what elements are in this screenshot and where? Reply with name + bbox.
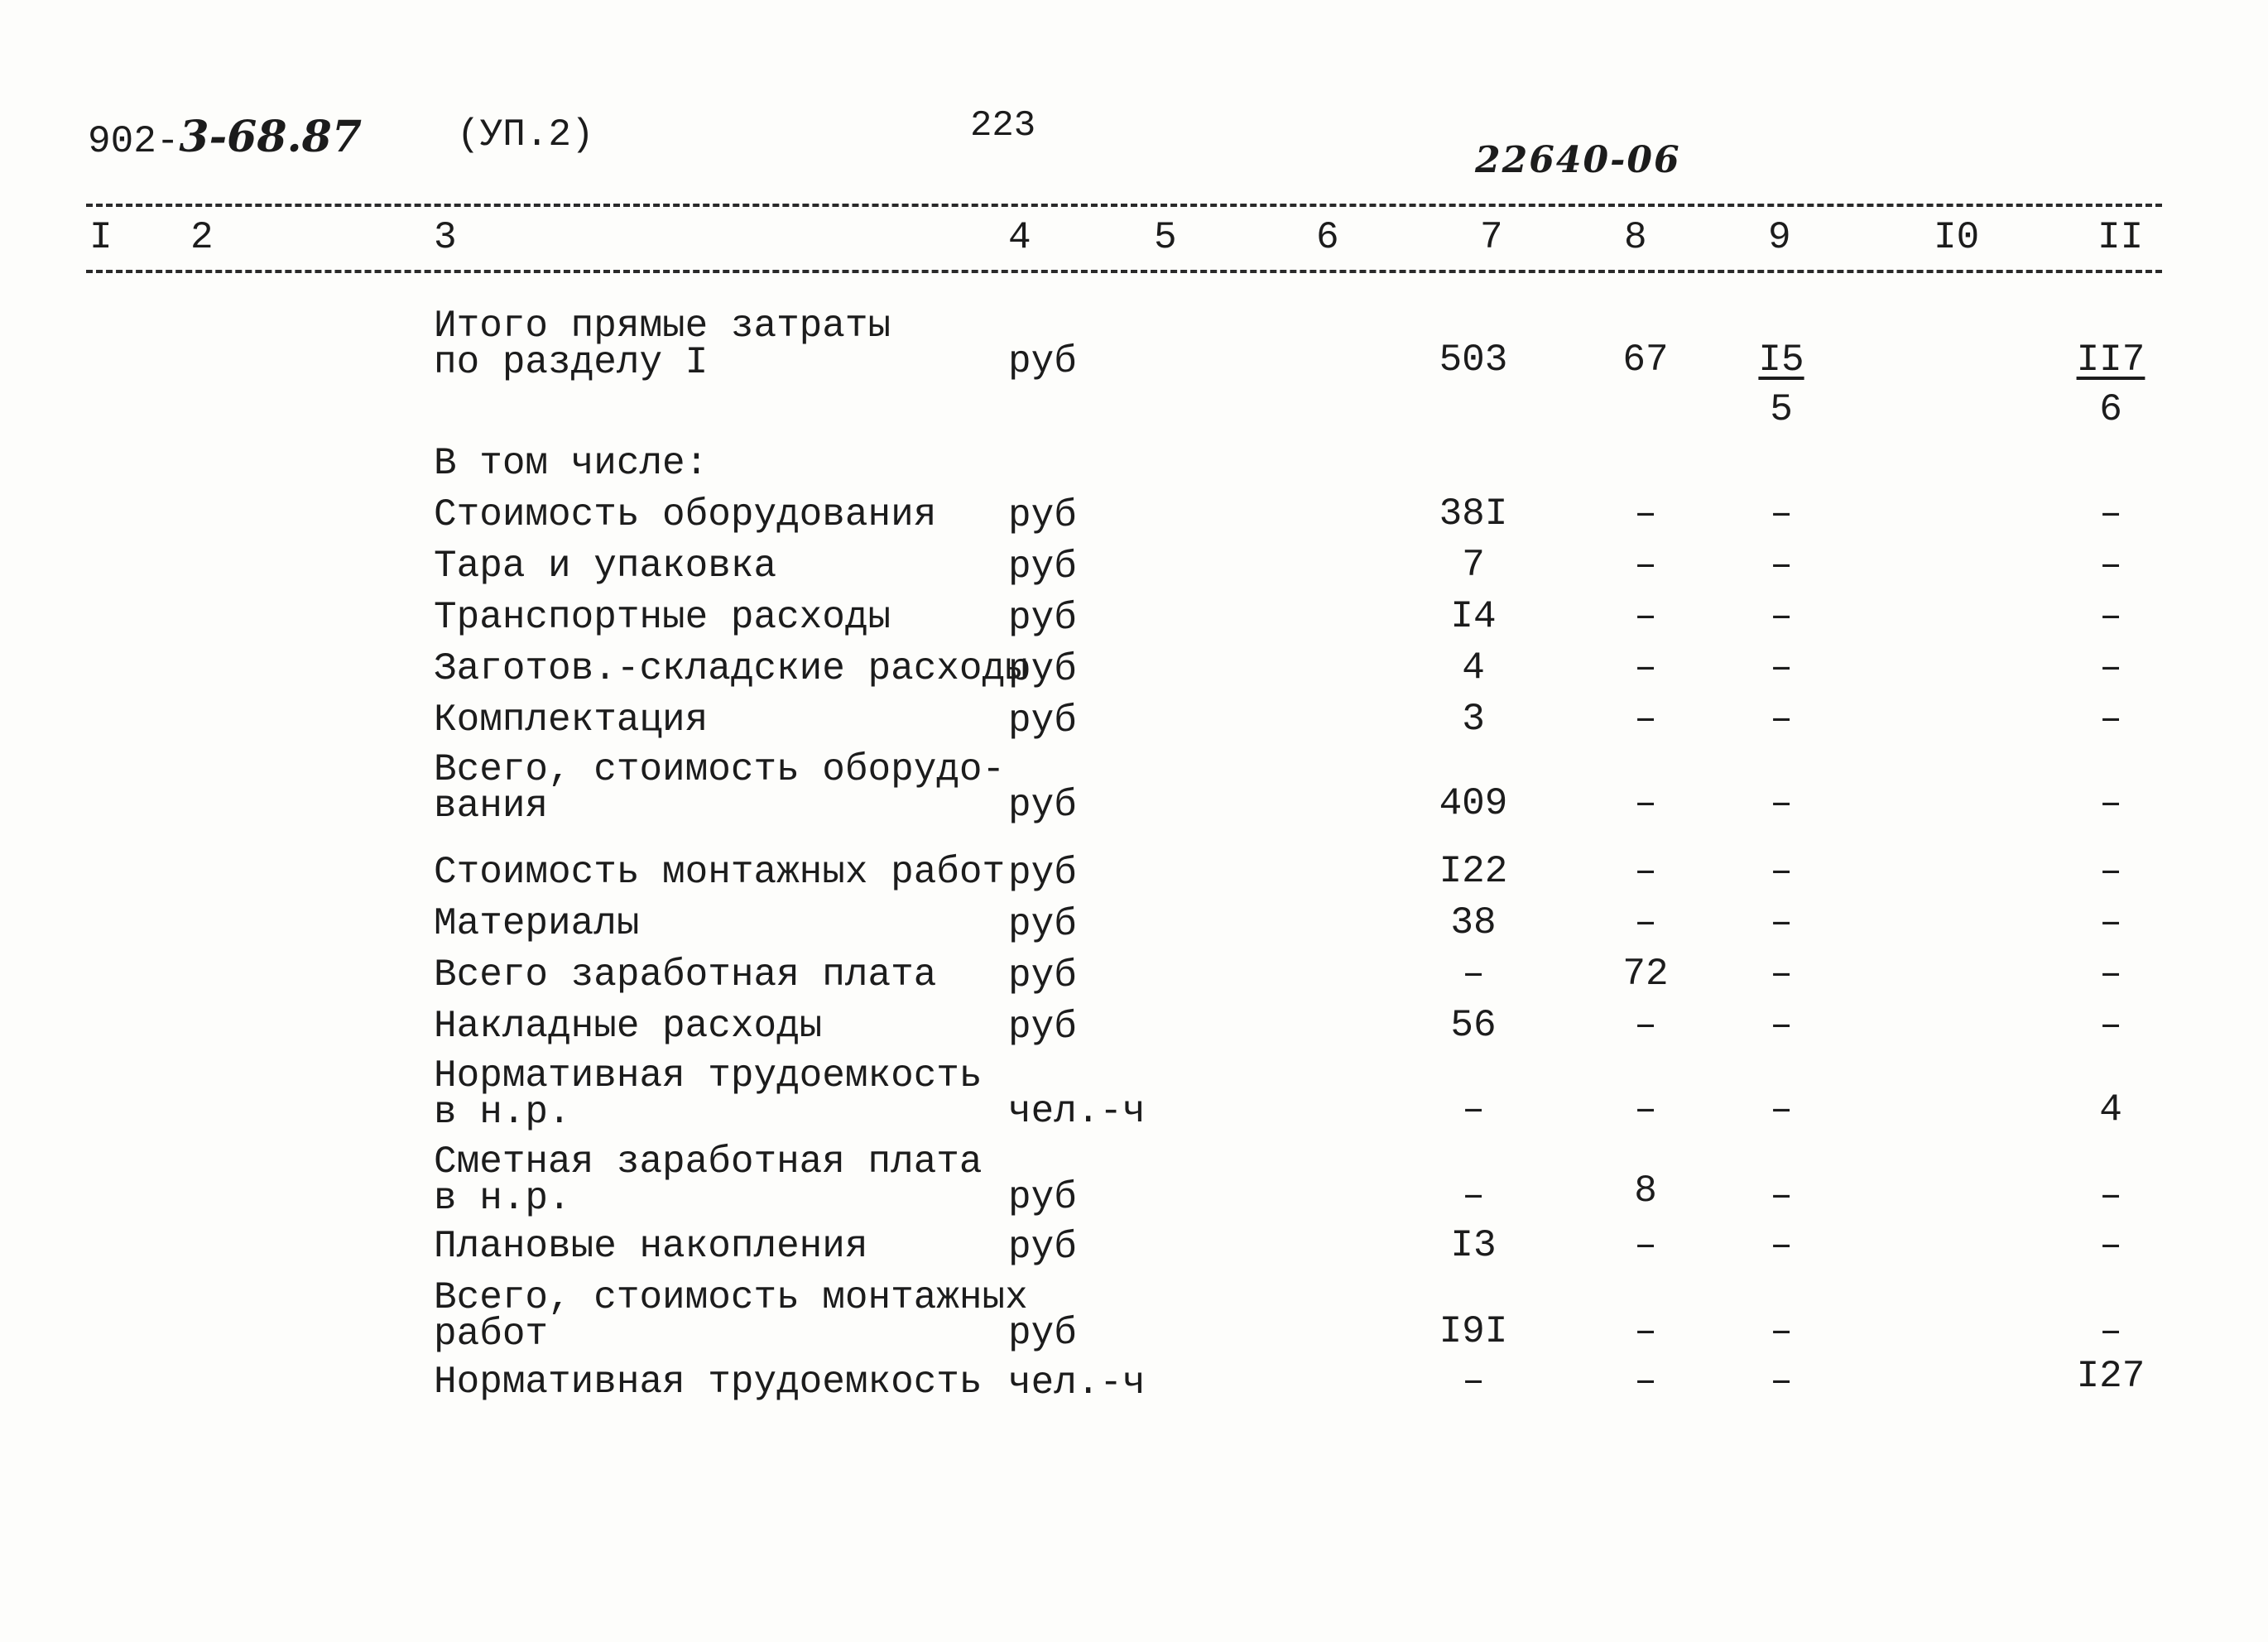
value-col7: 3 (1462, 698, 1485, 741)
value-col7: 409 (1439, 782, 1508, 825)
row-unit: руб (1008, 784, 1077, 827)
value-col8: – (1634, 544, 1657, 587)
row-label-continued: в н.р. (434, 1091, 571, 1134)
column-number: 3 (434, 216, 457, 259)
row-unit: руб (1008, 545, 1077, 588)
column-number: 6 (1316, 216, 1339, 259)
value-col7: 38I (1439, 492, 1508, 535)
value-col11: – (2099, 1310, 2122, 1353)
value-col7: 4 (1462, 646, 1485, 689)
value-col8: – (1634, 698, 1657, 741)
row-label: Заготов.-складские расходы (434, 647, 1028, 690)
row-label: Нормативная трудоемкость (434, 1361, 983, 1404)
value-col9: – (1770, 1360, 1793, 1403)
value-col8: – (1634, 901, 1657, 944)
value-col8: 72 (1622, 953, 1669, 996)
value-col7: 56 (1450, 1004, 1497, 1047)
value-col9: – (1770, 901, 1793, 944)
value-col8: – (1634, 1004, 1657, 1047)
row-label: Сметная заработная плата (434, 1140, 983, 1183)
header-rule-bottom (86, 270, 2162, 273)
value-col7: 7 (1462, 544, 1485, 587)
row-label-continued: по разделу I (434, 341, 709, 384)
value-col8: – (1634, 1360, 1657, 1403)
value-col9: – (1770, 544, 1793, 587)
column-number: 8 (1624, 216, 1647, 259)
value-col9-denominator: 5 (1770, 388, 1793, 431)
column-number: I (89, 216, 113, 259)
value-col11: I27 (2076, 1355, 2145, 1398)
row-unit: руб (1008, 1006, 1077, 1049)
value-col11: – (2099, 1004, 2122, 1047)
value-col8: – (1634, 492, 1657, 535)
value-col7: I4 (1450, 595, 1497, 638)
value-col9: – (1770, 1004, 1793, 1047)
row-unit: руб (1008, 340, 1077, 383)
document-code-prefix: 902- (88, 120, 180, 163)
row-unit: руб (1008, 494, 1077, 537)
value-col7: I22 (1439, 850, 1508, 893)
value-col11: – (2099, 901, 2122, 944)
row-unit: руб (1008, 648, 1077, 691)
row-unit: руб (1008, 1176, 1077, 1219)
value-col11: – (2099, 698, 2122, 741)
value-col8: – (1634, 1224, 1657, 1267)
row-label: Всего, стоимость монтажных (434, 1276, 1028, 1319)
row-label: Тара и упаковка (434, 545, 777, 588)
value-col11: – (2099, 1174, 2122, 1217)
value-col7: 503 (1439, 338, 1508, 382)
value-col8: 67 (1622, 338, 1669, 382)
row-label: Всего заработная плата (434, 953, 937, 996)
value-col9: – (1770, 595, 1793, 638)
value-col11: – (2099, 646, 2122, 689)
row-unit: руб (1008, 597, 1077, 640)
value-col9: – (1770, 850, 1793, 893)
row-unit: руб (1008, 954, 1077, 997)
row-label: Нормативная трудоемкость (434, 1054, 983, 1097)
value-col11: – (2099, 544, 2122, 587)
row-label: Итого прямые затраты (434, 305, 891, 348)
row-unit: руб (1008, 1312, 1077, 1355)
value-col7: 38 (1450, 901, 1497, 944)
value-col7: – (1462, 1174, 1485, 1217)
row-label-continued: в н.р. (434, 1177, 571, 1220)
value-col8: – (1634, 1310, 1657, 1353)
value-col9: – (1770, 646, 1793, 689)
value-col11-numerator: II7 (2076, 338, 2145, 382)
document-code-handwritten: 3-68.87 (179, 112, 363, 162)
value-col11: – (2099, 782, 2122, 825)
value-col9: – (1770, 953, 1793, 996)
column-number: 2 (190, 216, 214, 259)
column-number: II (2097, 216, 2144, 259)
row-label: Плановые накопления (434, 1225, 868, 1268)
value-col11-denominator: 6 (2099, 388, 2122, 431)
value-col7: I3 (1450, 1224, 1497, 1267)
value-col9: – (1770, 698, 1793, 741)
value-col8: 8 (1634, 1169, 1657, 1212)
value-col8: – (1634, 646, 1657, 689)
value-col11: – (2099, 492, 2122, 535)
value-col11: – (2099, 850, 2122, 893)
value-col11: – (2099, 1224, 2122, 1267)
row-label: Стоимость оборудования (434, 493, 937, 536)
value-col9: – (1770, 492, 1793, 535)
page-number: 223 (970, 105, 1036, 146)
value-col11: – (2099, 595, 2122, 638)
inventory-stamp: 22640-06 (1475, 139, 1681, 181)
value-col9: – (1770, 1174, 1793, 1217)
row-label: Стоимость монтажных работ (434, 851, 1006, 894)
value-col9: – (1770, 1088, 1793, 1131)
value-col9: – (1770, 782, 1793, 825)
row-unit: руб (1008, 1226, 1077, 1269)
row-unit: чел.-ч (1008, 1361, 1146, 1404)
document-code (88, 112, 363, 163)
value-col8: – (1634, 850, 1657, 893)
section-label: В том числе: (434, 442, 709, 485)
value-col8: – (1634, 782, 1657, 825)
column-number: 4 (1008, 216, 1031, 259)
value-col9: – (1770, 1310, 1793, 1353)
row-label: Транспортные расходы (434, 596, 891, 639)
value-col8: – (1634, 595, 1657, 638)
document-part: (УП.2) (457, 113, 594, 156)
row-label: Всего, стоимость оборудо- (434, 748, 1006, 791)
value-col7: – (1462, 1360, 1485, 1403)
value-col8: – (1634, 1088, 1657, 1131)
column-number: 9 (1768, 216, 1791, 259)
row-label: Комплектация (434, 699, 709, 742)
row-label-continued: работ (434, 1313, 549, 1356)
value-col11: 4 (2099, 1088, 2122, 1131)
row-label: Накладные расходы (434, 1005, 823, 1048)
row-unit: руб (1008, 699, 1077, 742)
value-col7: – (1462, 953, 1485, 996)
row-unit: руб (1008, 903, 1077, 946)
column-number: I0 (1934, 216, 1980, 259)
column-number: 5 (1154, 216, 1177, 259)
row-unit: чел.-ч (1008, 1090, 1146, 1133)
value-col9-numerator: I5 (1758, 338, 1804, 382)
value-col9: – (1770, 1224, 1793, 1267)
value-col11: – (2099, 953, 2122, 996)
row-label: Материалы (434, 902, 640, 945)
row-label-continued: вания (434, 785, 549, 828)
value-col7: I9I (1439, 1310, 1508, 1353)
header-rule-top (86, 204, 2162, 207)
row-unit: руб (1008, 852, 1077, 895)
value-col7: – (1462, 1088, 1485, 1131)
column-number: 7 (1480, 216, 1503, 259)
